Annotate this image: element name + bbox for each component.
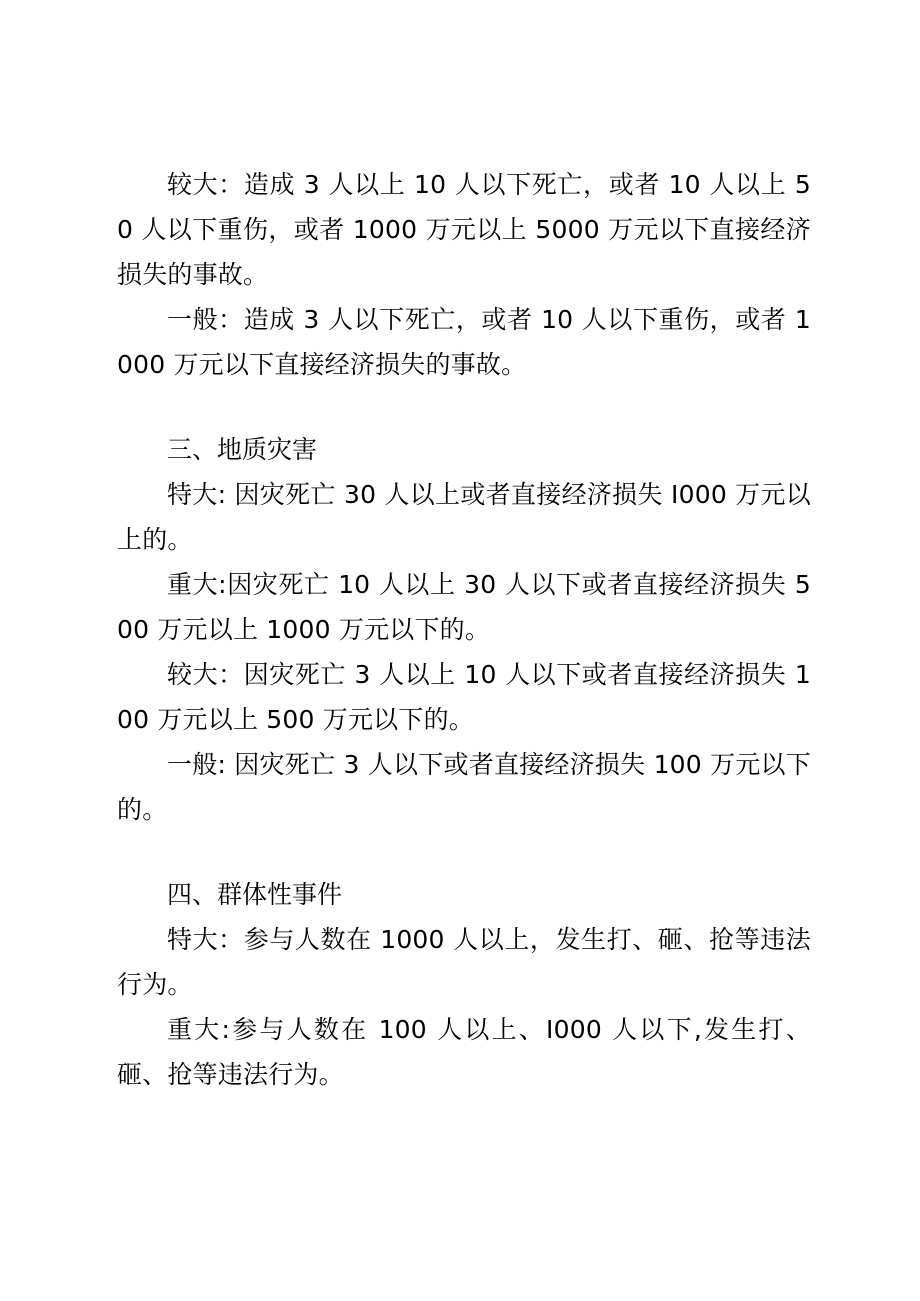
paragraph-mass-extraordinary: 特大：参与人数在 1000 人以上，发生打、砸、抢等违法行为。	[117, 925, 811, 999]
paragraph-accident-general: 一般：造成 3 人以下死亡，或者 10 人以下重伤，或者 1000 万元以下直接经济损失的事故。	[117, 305, 811, 379]
document-page	[117, 162, 811, 1097]
heading-mass-incident: 四、群体性事件	[167, 880, 343, 909]
heading-geological-disaster: 三、地质灾害	[167, 435, 318, 464]
paragraph-geological-serious: 重大:因灾死亡 10 人以上 30 人以下或者直接经济损失 500 万元以上 1000 万元以下的。	[117, 570, 811, 644]
paragraph-geological-general: 一般: 因灾死亡 3 人以下或者直接经济损失 100 万元以下的。	[117, 750, 811, 824]
paragraph-accident-major: 较大：造成 3 人以上 10 人以下死亡，或者 10 人以上 50 人以下重伤，或者 1000 万元以上 5000 万元以下直接经济损失的事故。	[117, 170, 811, 289]
paragraph-geological-major: 较大：因灾死亡 3 人以上 10 人以下或者直接经济损失 100 万元以上 500 万元以下的。	[117, 660, 811, 734]
paragraph-geological-extraordinary: 特大: 因灾死亡 30 人以上或者直接经济损失 I000 万元以上的。	[117, 480, 811, 554]
paragraph-mass-serious: 重大:参与人数在 100 人以上、I000 人以下,发生打、砸、抢等违法行为。	[117, 1015, 811, 1089]
